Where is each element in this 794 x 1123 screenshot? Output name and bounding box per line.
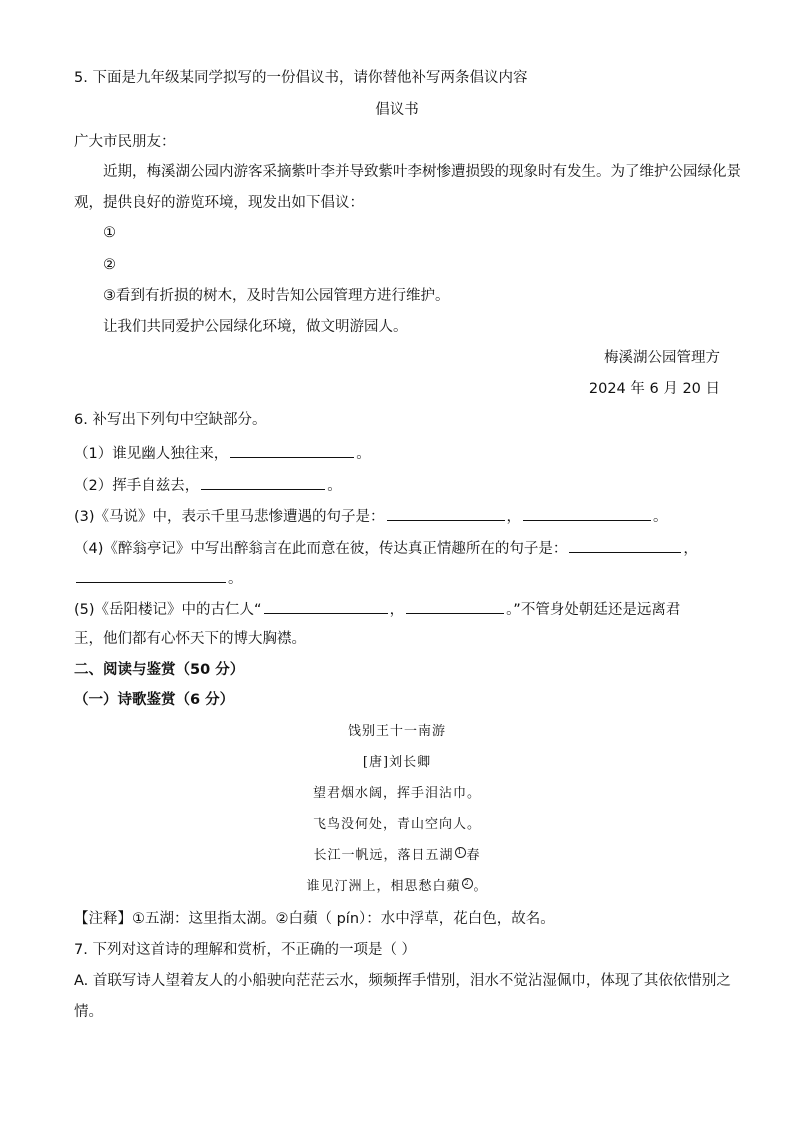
- answer-blank[interactable]: [201, 474, 325, 490]
- answer-blank[interactable]: [406, 598, 504, 614]
- footnote-marker-2: 2: [462, 878, 473, 889]
- poem-title: 饯别王十一南游: [347, 724, 446, 739]
- answer-blank[interactable]: [569, 537, 681, 553]
- proposal-body-line1: 近期，梅溪湖公园内游客采摘紫叶李并导致紫叶李树惨遭损毁的现象时有发生。为了维护公园绿化景: [103, 164, 741, 180]
- poem-line4-end: 。: [473, 879, 488, 894]
- answer-blank[interactable]: [230, 442, 354, 458]
- proposal-item1: ①: [103, 225, 116, 241]
- poem-line4-text: 谁见汀洲上，相思愁白蘋: [306, 879, 461, 894]
- answer-blank[interactable]: [264, 598, 388, 614]
- poem-line1: 望君烟水阔，挥手泪沾巾。: [312, 786, 481, 801]
- q7-option-a-line1: A. 首联写诗人望着友人的小船驶向茫茫云水，频频挥手惜别，泪水不觉沾湿佩巾，体现了其依依惜别之: [74, 973, 731, 989]
- answer-blank[interactable]: [387, 505, 505, 521]
- q6-item4-cont: [74, 567, 243, 589]
- q6-item3: [74, 505, 668, 527]
- answer-blank[interactable]: [76, 567, 226, 583]
- q6-item5-cont: 王，他们都有心怀天下的博大胸襟。: [74, 631, 306, 647]
- q6-item5: [74, 598, 680, 620]
- poem-line3: [0, 846, 794, 866]
- q6-item1-text: （1）谁见幽人独往来，: [74, 446, 229, 462]
- q6-item4: [74, 537, 698, 559]
- q7-prompt: 7. 下列对这首诗的理解和赏析，不正确的一项是（ ）: [74, 942, 417, 958]
- q6-item4-text: （4)《醉翁亭记》中写出醉翁言在此而意在彼，传达真正情趣所在的句子是：: [74, 541, 568, 557]
- q7-option-a-line2: 情。: [74, 1004, 103, 1020]
- answer-blank[interactable]: [523, 505, 651, 521]
- q6-item5-sep: ，: [389, 602, 405, 618]
- q6-item1: [74, 442, 371, 464]
- q6-item5-post: 。”不管身处朝廷还是远离君: [506, 602, 681, 618]
- poem-line2: 飞鸟没何处，青山空向人。: [312, 817, 481, 832]
- q6-prompt: 6. 补写出下列句中空缺部分。: [74, 412, 267, 428]
- proposal-closing: 让我们共同爱护公园绿化环境，做文明游园人。: [103, 319, 408, 335]
- section-heading: 二、阅读与鉴赏（50 分）: [74, 662, 245, 678]
- section-subheading: （一）诗歌鉴赏（6 分）: [74, 692, 235, 708]
- q6-item4-end: 。: [228, 571, 243, 587]
- q6-item4-sep: ，: [683, 541, 698, 557]
- q6-item3-end: 。: [653, 509, 668, 525]
- poem-author: [唐]刘长卿: [362, 755, 432, 770]
- proposal-body-line2: 观，提供良好的游览环境，现发出如下倡议：: [74, 195, 364, 211]
- q5-prompt: 5. 下面是九年级某同学拟写的一份倡议书，请你替他补写两条倡议内容: [74, 70, 528, 86]
- proposal-salutation: 广大市民朋友：: [74, 134, 176, 150]
- q6-item2: [74, 474, 342, 496]
- proposal-item3: ③看到有折损的树木，及时告知公园管理方进行维护。: [103, 288, 450, 304]
- q6-item2-end: 。: [327, 478, 342, 494]
- q6-item3-text: (3)《马说》中，表示千里马悲惨遭遇的句子是：: [74, 509, 385, 525]
- proposal-signature: 梅溪湖公园管理方: [604, 350, 720, 366]
- proposal-item2: ②: [103, 257, 116, 273]
- q6-item2-text: （2）挥手自兹去，: [74, 478, 200, 494]
- poem-line3-end: 春: [466, 848, 481, 863]
- q6-item3-sep: ，: [506, 509, 522, 525]
- poem-line4: [0, 877, 794, 897]
- poem-line3-text: 长江一帆远，落日五湖: [313, 848, 454, 863]
- q6-item1-end: 。: [356, 446, 371, 462]
- q6-item5-text: (5)《岳阳楼记》中的古仁人“: [74, 602, 262, 618]
- poem-note: 【注释】①五湖：这里指太湖。②白蘋（ pín）：水中浮草，花白色，故名。: [74, 911, 555, 927]
- proposal-title: 倡议书: [375, 102, 419, 118]
- footnote-marker-1: 1: [455, 847, 466, 858]
- proposal-date: 2024 年 6 月 20 日: [588, 381, 720, 397]
